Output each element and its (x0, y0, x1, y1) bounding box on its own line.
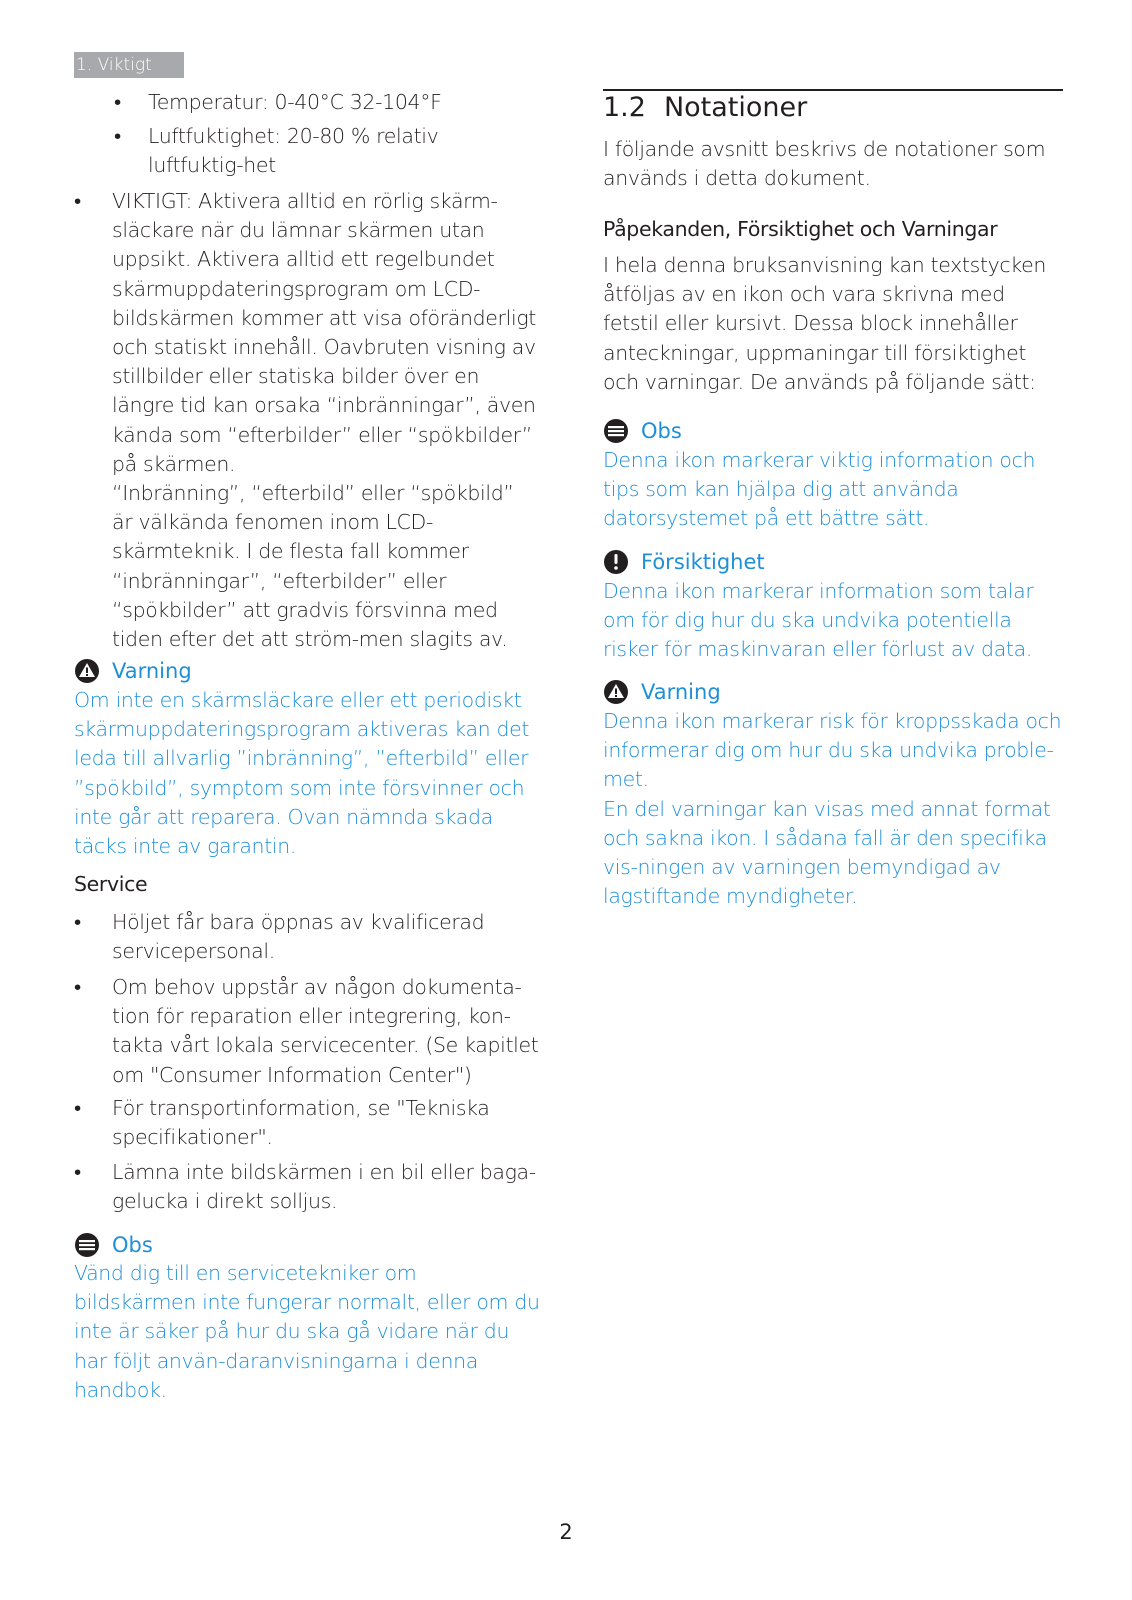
warning-heading: Varning (603, 677, 721, 707)
note-heading: Obs (603, 416, 682, 446)
chapter-tab: 1. Viktigt (74, 52, 184, 78)
warning-text: Denna ikon markerar risk för kroppsskada och informerar dig om hur du ska undvika proble-met. En del varningar kan visas med annat format och sakna ikon. I sådana fall är den specifika vis-ningen av varningen bemyndigad av lagstiftande myndigheter. (603, 709, 1062, 909)
caution-text: Denna ikon markerar information som talar om för dig hur du ska undvika potentiella risker för maskinvaran eller förlust av data. (603, 579, 1034, 662)
section-rule (603, 89, 1063, 91)
warning-icon (74, 658, 100, 684)
note-text: Vänd dig till en servicetekniker om bildskärmen inte fungerar normalt, eller om du inte är säker på hur du ska gå vidare när du har följt använ-daranvisningarna i denna handbok. (74, 1261, 540, 1402)
service-heading: Service (74, 872, 148, 896)
intro-paragraph: I följande avsnitt beskrivs de notationer som används i detta dokument. (603, 137, 1046, 191)
page-number: 2 (559, 1520, 573, 1544)
warning-heading: Varning (74, 656, 192, 686)
section-title: 1.2 Notationer (603, 92, 808, 123)
caution-icon (603, 549, 629, 575)
warning-icon (603, 679, 629, 705)
note-icon (603, 418, 629, 444)
important-text: VIKTIGT: Aktivera alltid en rörlig skärm-släckare när du lämnar skärmen utan uppsikt. Aktivera alltid ett regelbundet skärmuppdateringsprogram om LCD-bildskärmen kommer att visa oföränderligt och statiskt innehåll. Oavbruten visning av stillbilder eller statiska bilder över en längre tid kan orsaka “inbränningar”, även kända som “efterbilder” eller “spökbilder” på skärmen. “Inbränning”, “efterbild” eller “spökbild” är välkända fenomen inom LCD-skärmteknik. I de flesta fall kommer “inbränningar”, “efterbilder” eller “spökbilder” att gradvis försvinna med tiden efter det att ström-men slagits av. (112, 189, 536, 652)
note-heading: Obs (74, 1230, 153, 1260)
subheading: Påpekanden, Försiktighet och Varningar (603, 217, 998, 241)
warning-text: Om inte en skärmsläckare eller ett periodiskt skärmuppdateringsprogram aktiveras kan det leda till allvarlig ”inbränning”, ”efterbild” eller ”spökbild”, symptom som inte försvinner och inte går att reparera. Ovan nämnda skada täcks inte av garantin. (74, 688, 530, 859)
caution-heading: Försiktighet (603, 547, 765, 577)
body-paragraph: I hela denna bruksanvisning kan textstycken åtföljas av en ikon och vara skrivna med fetstil eller kursivt. Dessa block innehåller anteckningar, uppmaningar till försiktighet och varningar. De används på följande sätt: (603, 253, 1047, 394)
note-text: Denna ikon markerar viktig information och tips som kan hjälpa dig att använda datorsystemet på ett bättre sätt. (603, 448, 1036, 531)
note-icon (74, 1232, 100, 1258)
